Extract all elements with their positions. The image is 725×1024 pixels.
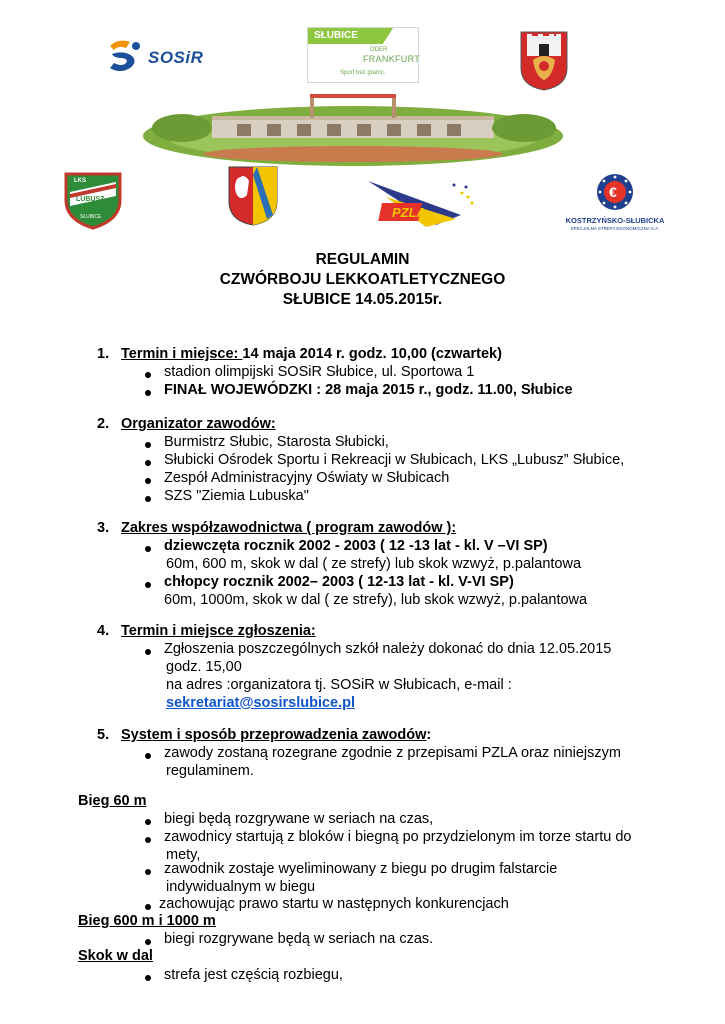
girls-events: 60m, 600 m, skok w dal ( ze strefy) lub skok wzwyż, p.palantowa	[166, 556, 582, 572]
bieg-600-1000-heading: Bieg 600 m i 1000 m	[78, 913, 216, 929]
section-1-item: stadion olimpijski SOSiR Słubice, ul. Sportowa 1	[164, 364, 475, 380]
bieg-60-heading-rest: eg 60 m	[92, 793, 147, 809]
bullet-icon	[145, 975, 151, 981]
bieg-60-item: zawodnicy startują z bloków i biegną po przydzielonym im torze startu do	[164, 829, 632, 845]
bieg-60-item: zawodnik zostaje wyeliminowany z biegu po drugim falstarcie	[164, 861, 558, 877]
document-title-line-3: SŁUBICE 14.05.2015r.	[282, 291, 443, 308]
section-5-label: System i sposób przeprowadzenia zawodów	[121, 727, 427, 743]
county-coat-of-arms-icon	[227, 165, 279, 227]
section-1-label: Termin i miejsce:	[121, 346, 243, 362]
bieg-60-heading	[78, 792, 147, 810]
bullet-icon	[145, 460, 151, 466]
bullet-icon	[145, 869, 151, 875]
section-5-line-1: zawody zostaną rozegrane zgodnie z przepisami PZLA oraz niniejszym	[164, 745, 621, 761]
bieg-60-heading-start: Bi	[78, 793, 93, 809]
section-4-heading: Termin i miejsce zgłoszenia:	[121, 623, 316, 639]
section-5-heading	[121, 726, 431, 744]
section-2-item: SZS "Ziemia Lubuska"	[164, 488, 309, 504]
sez-logo-name: KOSTRZYŃSKO-SŁUBICKA	[565, 216, 665, 225]
section-4-email-row	[166, 694, 355, 712]
bieg-60-item-continuation: indywidualnym w biegu	[166, 879, 316, 895]
stadium-illustration	[142, 88, 564, 168]
bullet-icon	[145, 372, 151, 378]
bullet-icon	[145, 442, 151, 448]
section-4-number: 4.	[97, 623, 110, 639]
bullet-icon	[145, 546, 151, 552]
bullet-icon	[145, 649, 151, 655]
bullet-icon	[145, 753, 151, 759]
bieg-60-item: zachowując prawo startu w następnych konkurencjach	[159, 896, 509, 912]
skok-w-dal-item: strefa jest częścią rozbiegu,	[164, 967, 343, 983]
sosir-symbol-icon	[104, 36, 148, 78]
section-1-value: 14 maja 2014 r. godz. 10,00 (czwartek)	[242, 346, 502, 362]
bieg-60-item: biegi będą rozgrywane w seriach na czas,	[164, 811, 434, 827]
section-1-heading	[121, 345, 502, 363]
section-4-line-1: Zgłoszenia poszczególnych szkół należy dokonać do dnia 12.05.2015	[164, 641, 612, 657]
lks-logo-middle-text: LUBUSZ	[76, 196, 105, 203]
document-title-line-2: CZWÓRBOJU LEKKOATLETYCZNEGO	[219, 271, 506, 288]
slubice-logo-tagline: Sport bez granic.	[340, 70, 386, 76]
kostrzyn-slubice-sez-logo	[555, 172, 675, 234]
lks-lubusz-logo	[60, 170, 126, 230]
bullet-icon	[145, 939, 151, 945]
boys-category-heading: chłopcy rocznik 2002– 2003 ( 12-13 lat - kl. V-VI SP)	[164, 574, 514, 590]
slubice-logo-frankfurt: FRANKFURT	[363, 54, 421, 64]
section-4-line-2: godz. 15,00	[166, 659, 242, 675]
svg-text:€: €	[609, 184, 617, 200]
slubice-logo-oder: ODER	[370, 47, 388, 53]
lks-logo-bottom-text: SŁUBICE	[80, 214, 102, 220]
section-2-item: Burmistrz Słubic, Starosta Słubicki,	[164, 434, 389, 450]
section-2-item: Zespół Administracyjny Oświaty w Słubicach	[164, 470, 450, 486]
section-3-heading: Zakres współzawodnictwa ( program zawodów ):	[121, 520, 457, 536]
boys-events: 60m, 1000m, skok w dal ( ze strefy), lub skok wzwyż, p.palantowa	[164, 592, 588, 608]
bullet-icon	[145, 837, 151, 843]
slubice-logo	[307, 27, 419, 83]
bieg-60-item-continuation: mety,	[166, 847, 201, 863]
section-2-item: Słubicki Ośrodek Sportu i Rekreacji w Słubicach, LKS „Lubusz” Słubice,	[164, 452, 625, 468]
pzla-logo-text: PZLA	[392, 205, 426, 220]
skok-w-dal-heading: Skok w dal	[78, 948, 153, 964]
pzla-logo	[366, 175, 481, 230]
girls-category-heading: dziewczęta rocznik 2002 - 2003 ( 12 -13 lat - kl. V –VI SP)	[164, 538, 548, 554]
section-3-number: 3.	[97, 520, 110, 536]
section-5-line-2: regulaminem.	[166, 763, 254, 779]
section-1-number: 1.	[97, 346, 110, 362]
bullet-icon	[145, 904, 151, 910]
bieg-600-1000-item: biegi rozgrywane będą w seriach na czas.	[164, 931, 434, 947]
bullet-icon	[145, 582, 151, 588]
section-1-item: FINAŁ WOJEWÓDZKI : 28 maja 2015 r., godz. 11.00, Słubice	[164, 382, 573, 398]
section-2-heading: Organizator zawodów:	[121, 416, 276, 432]
contact-email-link[interactable]: sekretariat@sosirslubice.pl	[166, 695, 356, 711]
slubice-logo-name: SŁUBICE	[314, 30, 358, 41]
sosir-logo-text: SOSiR	[148, 48, 204, 67]
bullet-icon	[145, 478, 151, 484]
bullet-icon	[145, 496, 151, 502]
bullet-icon	[145, 819, 151, 825]
sosir-logo	[104, 36, 214, 78]
section-2-number: 2.	[97, 416, 110, 432]
document-title-line-1: REGULAMIN	[315, 251, 410, 268]
sez-emblem-icon	[555, 172, 675, 216]
bullet-icon	[145, 390, 151, 396]
slubice-coat-of-arms-icon	[519, 30, 569, 92]
section-4-line-3: na adres :organizatora tj. SOSiR w Słubicach, e-mail :	[166, 677, 512, 693]
section-5-colon: :	[426, 727, 432, 743]
lks-logo-top-text: LKS	[74, 178, 86, 184]
sez-logo-subtitle: SPECJALNA STREFA EKONOMICZNA S.A.	[570, 226, 660, 231]
section-5-number: 5.	[97, 727, 110, 743]
